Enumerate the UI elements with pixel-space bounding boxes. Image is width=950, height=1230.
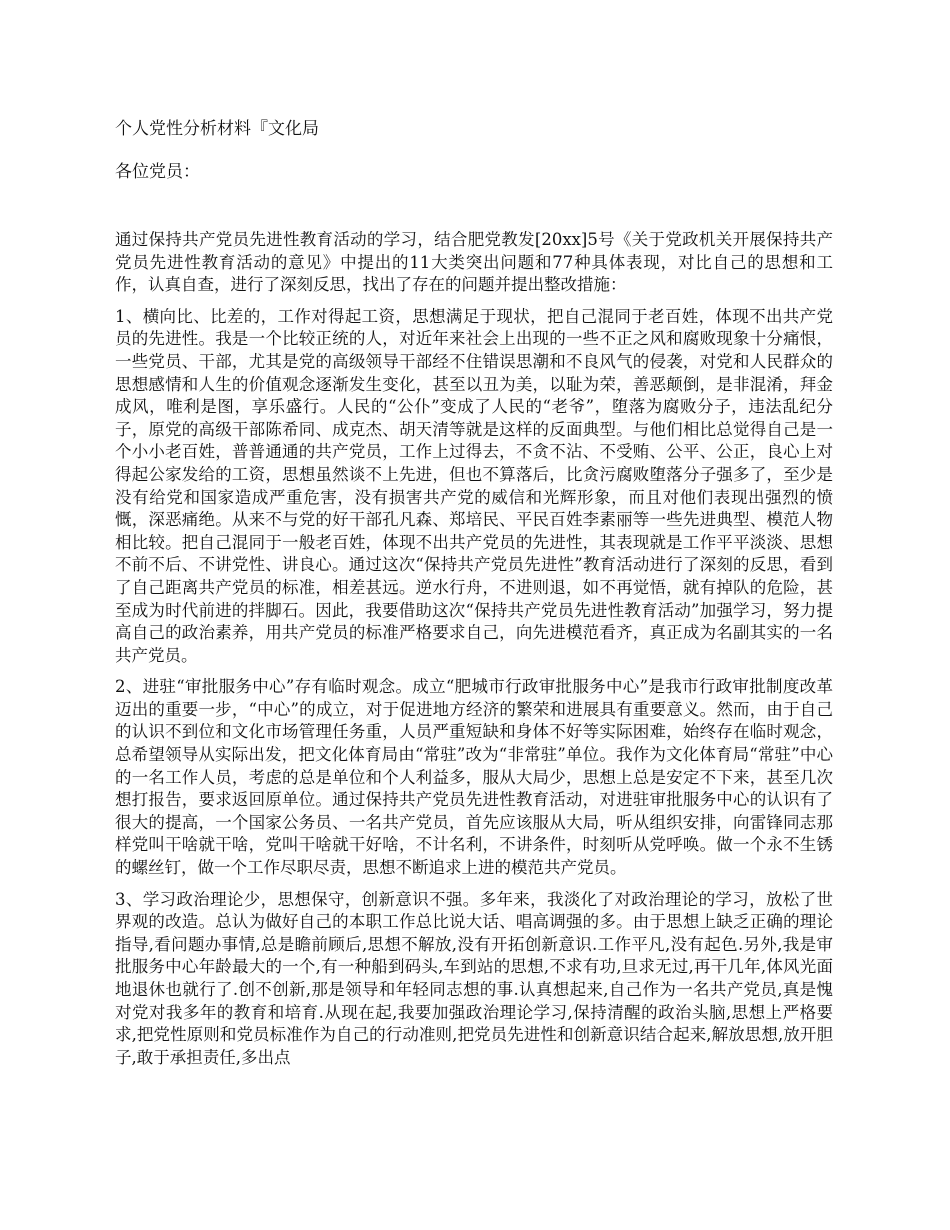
paragraph-item-2: 2、进驻“审批服务中心”存有临时观念。成立“肥城市行政审批服务中心”是我市行政审批制度改革迈出的重要一步，“中心”的成立，对于促进地方经济的繁荣和进展具有重要意义。然而，由于自己的认识不到位和文化市场管理任务重，人员严重短缺和身体不好等实际困难，始终存在临时观念，总希望领导从实际出发，把文化体育局由“常驻”改为“非常驻”单位。我作为文化体育局“常驻”中心的一名工作人员，考虑的总是单位和个人利益多，服从大局少，思想上总是安定不下来，甚至几次想打报告，要求返回原单位。通过保持共产党员先进性教育活动，对进驻审批服务中心的认识有了很大的提高，一个国家公务员、一名共产党员，首先应该服从大局，听从组织安排，向雷锋同志那样党叫干啥就干啥，党叫干啥就干好啥，不计名利，不讲条件，时刻听从党呼唤。做一个永不生锈的螺丝钉，做一个工作尽职尽责，思想不断追求上进的模范共产党员。 — [115, 677, 833, 878]
document-page — [115, 118, 833, 1069]
salutation: 各位党员： — [115, 162, 200, 182]
paragraph-intro: 通过保持共产党员先进性教育活动的学习，结合肥党教发[20xx]5号《关于党政机关开展保持共产党员先进性教育活动的意见》中提出的11大类突出问题和77种具体表现，对比自己的思想和工作，认真自查，进行了深刻反思，找出了存在的问题并提出整改措施： — [115, 230, 833, 295]
paragraph-item-3: 3、学习政治理论少，思想保守，创新意识不强。多年来，我淡化了对政治理论的学习，放松了世界观的改造。总认为做好自己的本职工作总比说大话、唱高调强的多。由于思想上缺乏正确的理论指导,看问题办事情,总是瞻前顾后,思想不解放,没有开拓创新意识.工作平凡,没有起色.另外,我是审批服务中心年龄最大的一个,有一种船到码头,车到站的思想,不求有功,旦求无过,再干几年,体风光面地退休也就行了.创不创新,那是领导和年轻同志想的事.认真想起来,自己作为一名共产党员,真是愧对党对我多年的教育和培育.从现在起,我要加强政治理论学习,保持清醒的政治头脑,思想上严格要求,把党性原则和党员标准作为自己的行动准则,把党员先进性和创新意识结合起来,解放思想,放开胆子,敢于承担责任,多出点 — [115, 889, 833, 1067]
document-title: 个人党性分析材料『文化局 — [115, 119, 319, 139]
paragraph-item-1: 1、横向比、比差的，工作对得起工资，思想满足于现状，把自己混同于老百姓，体现不出共产党员的先进性。我是一个比较正统的人，对近年来社会上出现的一些不正之风和腐败现象十分痛恨，一些党员、干部，尤其是党的高级领导干部经不住错误思潮和不良风气的侵袭，对党和人民群众的思想感情和人生的价值观念逐渐发生变化，甚至以丑为美，以耻为荣，善恶颠倒，是非混淆，拜金成风，唯利是图，享乐盛行。人民的“公仆”变成了人民的“老爷”，堕落为腐败分子，违法乱纪分子，原党的高级干部陈希同、成克杰、胡天清等就是这样的反面典型。与他们相比总觉得自己是一个小小老百姓，普普通通的共产党员，工作上过得去，不贪不沾、不受贿、公平、公正，良心上对得起公家发给的工资，思想虽然谈不上先进，但也不算落后，比贪污腐败堕落分子强多了，至少是没有给党和国家造成严重危害，没有损害共产党的威信和光辉形象，而且对他们表现出强烈的愤慨，深恶痛绝。从来不与党的好干部孔凡森、郑培民、平民百姓李素丽等一些先进典型、模范人物相比较。把自己混同于一般老百姓，体现不出共产党员的先进性，其表现就是工作平平淡淡、思想不前不后、不讲党性、讲良心。通过这次“保持共产党员先进性”教育活动进行了深刻的反思，看到了自己距离共产党员的标准，相差甚远。逆水行舟，不进则退，如不再觉悟，就有掉队的危险，甚至成为时代前进的拌脚石。因此，我要借助这次“保持共产党员先进性教育活动”加强学习，努力提高自己的政治素养，用共产党员的标准严格要求自己，向先进模范看齐，真正成为名副其实的一名共产党员。 — [115, 306, 833, 665]
